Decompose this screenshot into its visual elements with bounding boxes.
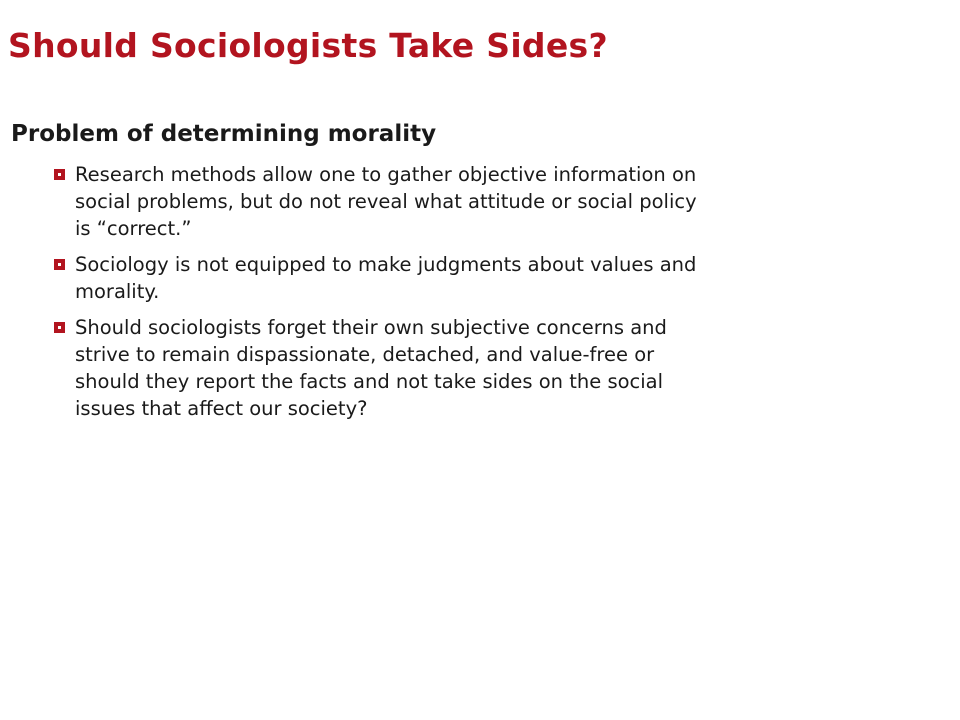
bullet-item: [11, 314, 715, 422]
bullet-list: [11, 161, 731, 422]
section-heading: Problem of determining morality: [11, 121, 437, 147]
bullet-item: [11, 161, 715, 242]
bullet-item: [11, 251, 715, 305]
bullet-text: Should sociologists forget their own subjective concerns and strive to remain dispassionate, detached, and value-free or should they report the facts and not take sides on the social issues that affect our society?: [75, 316, 667, 420]
square-bullet-icon: [54, 169, 65, 180]
bullet-text: Sociology is not equipped to make judgments about values and morality.: [75, 253, 697, 303]
slide-content: [11, 121, 731, 431]
square-bullet-icon: [54, 322, 65, 333]
square-bullet-icon: [54, 259, 65, 270]
slide-title: Should Sociologists Take Sides?: [8, 26, 608, 65]
bullet-text: Research methods allow one to gather objective information on social problems, but do not reveal what attitude or social policy is “correct.”: [75, 163, 697, 240]
